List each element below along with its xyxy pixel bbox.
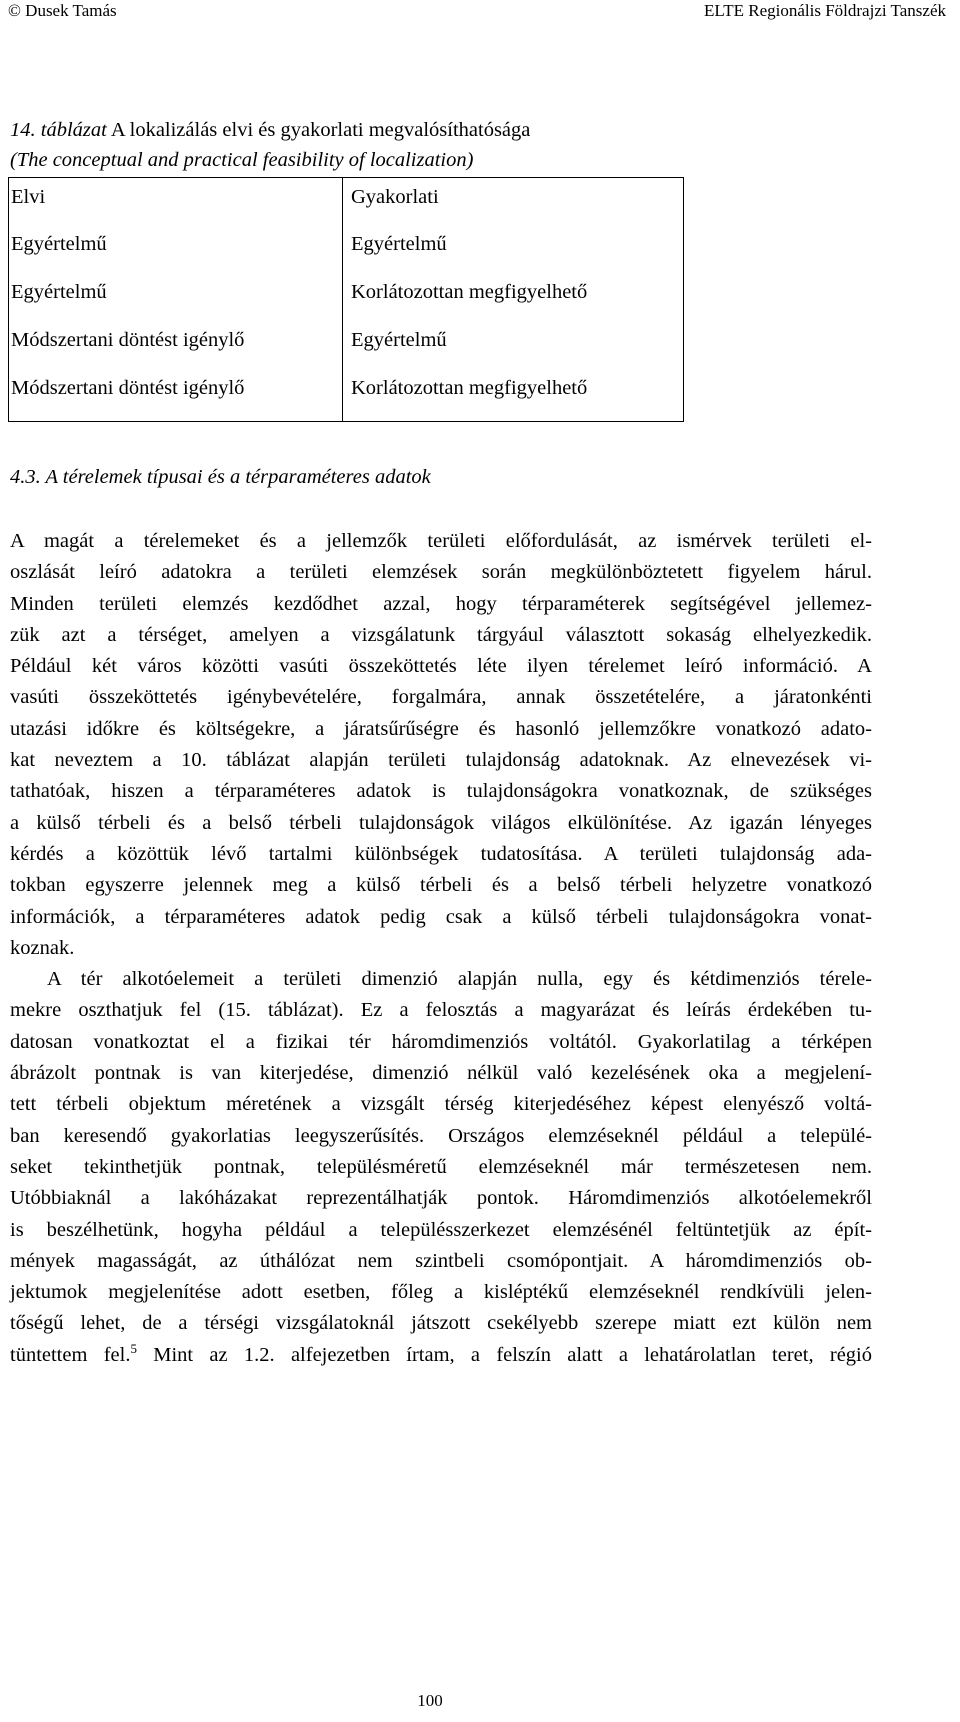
body-line: Minden területi elemzés kezdődhet azzal, hogy térparaméterek segítségével jellemez- bbox=[10, 592, 872, 615]
body-line: Utóbbiaknál a lakóházakat reprezentálhatják pontok. Háromdimenziós alkotóelemekről bbox=[10, 1187, 872, 1210]
body-line: mények magasságát, az úthálózat nem szintbeli csomópontjait. A háromdimenziós ob- bbox=[10, 1249, 872, 1272]
body-line: oszlását leíró adatokra a területi elemzések során megkülönböztetett figyelem hárul. bbox=[10, 561, 872, 584]
body-line: tőségű lehet, de a térségi vizsgálatoknál játszott csekélyebb szerepe miatt ezt külön nem bbox=[10, 1312, 872, 1335]
section-title: 4.3. A térelemek típusai és a térparaméteres adatok bbox=[10, 466, 431, 488]
table-cell: Korlátozottan megfigyelhető bbox=[351, 281, 588, 303]
page-header bbox=[8, 0, 946, 26]
body-line: tathatóak, hiszen a térparaméteres adatok is tulajdonságokra vonatkoznak, de szükséges bbox=[10, 780, 872, 803]
body-line: datosan vonatkoztat el a fizikai tér háromdimenziós voltától. Gyakorlatilag a térképen bbox=[10, 1030, 872, 1053]
body-line: információk, a térparaméteres adatok pedig csak a külső térbeli tulajdonságokra vonat- bbox=[10, 905, 872, 928]
table-caption-label: 14. táblázat bbox=[10, 119, 107, 141]
table-header-practice: Gyakorlati bbox=[351, 186, 439, 208]
body-line: vasúti összeköttetés igénybevételére, forgalmára, annak összetételére, a járatonkénti bbox=[10, 686, 872, 709]
footnote-marker[interactable]: 5 bbox=[130, 1340, 137, 1356]
localization-table bbox=[8, 177, 684, 422]
table-caption-title: A lokalizálás elvi és gyakorlati megvalósíthatósága bbox=[106, 119, 531, 141]
body-line: seket tekinthetjük pontnak, településméretű elemzéseknél már természetesen nem. bbox=[10, 1155, 872, 1178]
table-cell: Módszertani döntést igénylő bbox=[11, 329, 245, 351]
body-line: koznak. bbox=[10, 936, 75, 959]
table-cell: Egyértelmű bbox=[351, 329, 447, 351]
table-cell: Egyértelmű bbox=[11, 233, 107, 255]
table-header-principle: Elvi bbox=[11, 186, 46, 208]
body-line: zük azt a térséget, amelyen a vizsgálatunk tárgyául választott sokaság elhelyezkedik. bbox=[10, 623, 872, 646]
body-line: kérdés a közöttük lévő tartalmi különbségek tudatosítása. A területi tulajdonság ada- bbox=[10, 842, 872, 865]
body-line: ban keresendő gyakorlatias leegyszerűsítés. Országos elemzéseknél például a települé- bbox=[10, 1124, 872, 1147]
body-line: tett térbeli objektum méretének a vizsgált térség kiterjedéséhez képest elenyésző voltá- bbox=[10, 1093, 872, 1116]
body-line: Például két város közötti vasúti összeköttetés léte ilyen térelemet leíró információ. A bbox=[10, 655, 872, 678]
table-cell: Korlátozottan megfigyelhető bbox=[351, 377, 588, 399]
table-cell: Módszertani döntést igénylő bbox=[11, 377, 245, 399]
header-author: © Dusek Tamás bbox=[8, 1, 117, 20]
table-cell: Egyértelmű bbox=[11, 281, 107, 303]
body-line: is beszélhetünk, hogyha például a településszerkezet elemzésénél feltüntetjük az épít- bbox=[10, 1218, 872, 1241]
body-text bbox=[10, 526, 872, 1371]
body-line: tokban egyszerre jelennek meg a külső térbeli és a belső térbeli helyzetre vonatkozó bbox=[10, 874, 872, 897]
header-department: ELTE Regionális Földrajzi Tanszék bbox=[704, 1, 946, 20]
body-line: a külső térbeli és a belső térbeli tulajdonságok világos elkülönítése. Az igazán lényeges bbox=[10, 811, 872, 834]
body-line: mekre oszthatjuk fel (15. táblázat). Ez a felosztás a magyarázat és leírás érdekében tu- bbox=[10, 999, 872, 1022]
body-line-footnote: tüntettem fel.$^5$ Mint az 1.2. alfejezetben írtam, a felszín alatt a lehatárolatlan teret, régió bbox=[10, 1340, 873, 1366]
body-line: kat neveztem a 10. táblázat alapján területi tulajdonság adatoknak. Az elnevezések vi- bbox=[10, 749, 872, 772]
table-column-divider bbox=[342, 178, 343, 421]
body-line: utazási időkre és költségekre, a járatsűrűségre és hasonló jellemzőkre vonatkozó adato- bbox=[10, 717, 872, 740]
page-number: 100 bbox=[417, 1691, 443, 1710]
table-caption-title-line bbox=[10, 115, 910, 145]
body-line: A magát a térelemeket és a jellemzők területi előfordulását, az ismérvek területi el- bbox=[10, 530, 872, 552]
table-caption bbox=[10, 115, 910, 175]
body-line: A tér alkotóelemeit a területi dimenzió alapján nulla, egy és kétdimenziós térele- bbox=[47, 968, 872, 991]
body-line: ábrázolt pontnak is van kiterjedése, dimenzió nélkül való kezelésének oka a megjelení- bbox=[10, 1062, 872, 1085]
table-caption-subtitle: (The conceptual and practical feasibility of localization) bbox=[10, 149, 474, 171]
body-line: jektumok megjelenítése adott esetben, főleg a kisléptékű elemzéseknél rendkívüli jelen- bbox=[10, 1281, 872, 1304]
table-cell: Egyértelmű bbox=[351, 233, 447, 255]
